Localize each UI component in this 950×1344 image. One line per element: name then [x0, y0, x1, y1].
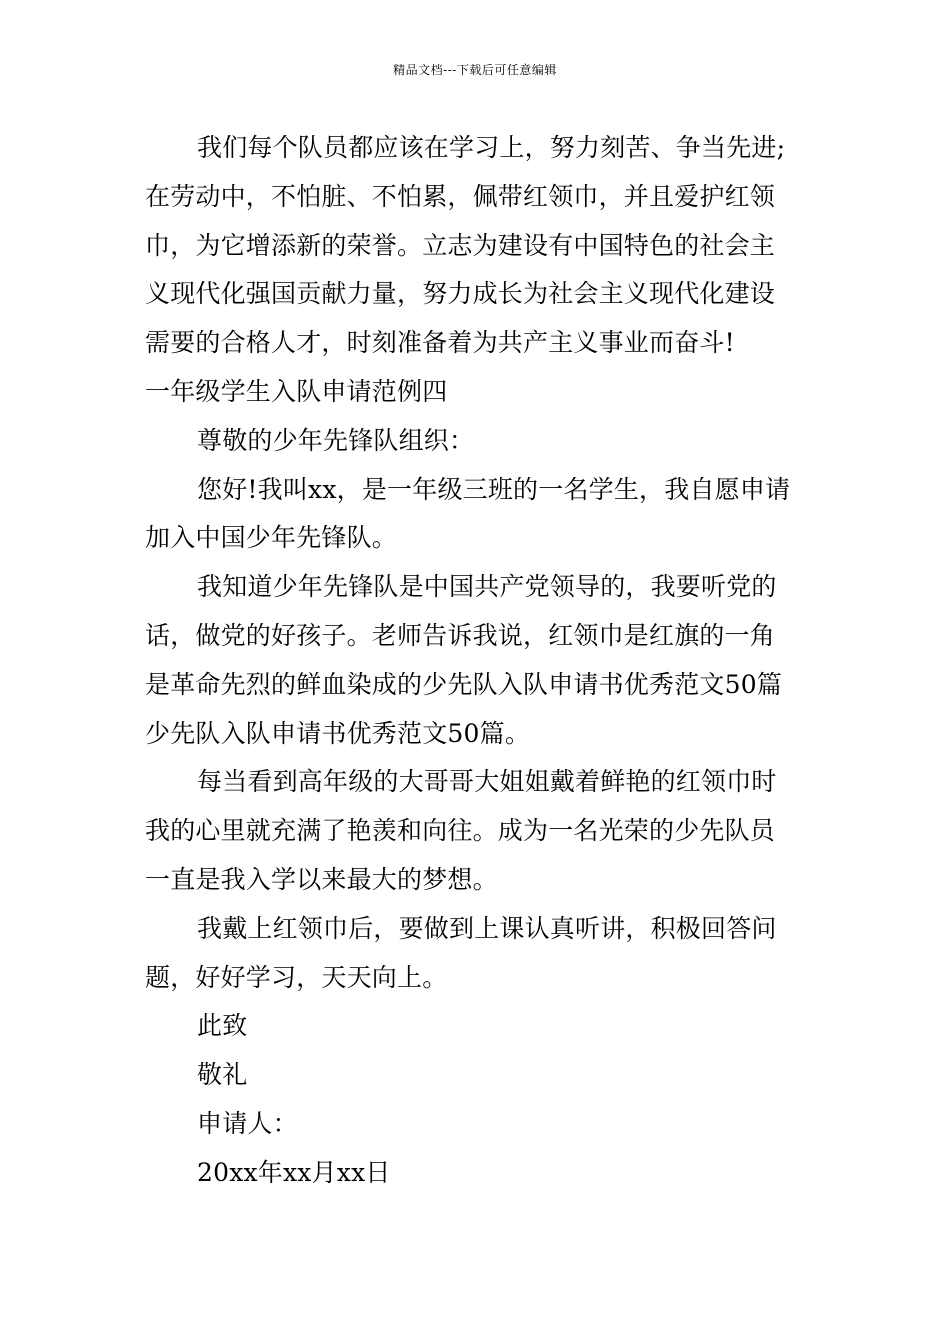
- body-line: 话，做党的好孩子。老师告诉我说，红领巾是红旗的一角: [145, 620, 776, 650]
- body-line: 义现代化强国贡献力量，努力成长为社会主义现代化建设: [145, 279, 776, 309]
- body-line: 是革命先烈的鲜血染成的少先队入队申请书优秀范文50篇: [145, 669, 783, 699]
- body-line: 巾，为它增添新的荣誉。立志为建设有中国特色的社会主: [145, 230, 776, 260]
- body-line: 在劳动中，不怕脏、不怕累，佩带红领巾，并且爱护红领: [145, 181, 776, 211]
- body-line: 加入中国少年先锋队。: [145, 523, 398, 553]
- body-line: 您好!我叫xx，是一年级三班的一名学生，我自愿申请: [197, 474, 791, 504]
- closing-salute: 敬礼: [197, 1060, 248, 1090]
- body-line: 我戴上红领巾后，要做到上课认真听讲，积极回答问: [197, 913, 777, 943]
- body-line: 一直是我入学以来最大的梦想。: [145, 864, 498, 894]
- section-title: 一年级学生入队申请范例四: [145, 376, 448, 406]
- page-header: 精品文档---下载后可任意编辑: [393, 63, 557, 77]
- body-line: 题，好好学习，天天向上。: [145, 962, 448, 992]
- body-line: 需要的合格人才，时刻准备着为共产主义事业而奋斗!: [145, 328, 735, 358]
- document-body: [145, 124, 807, 1198]
- body-line: 每当看到高年级的大哥哥大姐姐戴着鲜艳的红领巾时: [197, 767, 777, 797]
- date-line: 20xx年xx月xx日: [197, 1157, 391, 1187]
- applicant-line: 申请人：: [197, 1108, 298, 1138]
- closing-line: 此致: [197, 1011, 248, 1041]
- body-line: 少先队入队申请书优秀范文50篇。: [145, 718, 531, 748]
- body-line: 我知道少年先锋队是中国共产党领导的，我要听党的: [197, 572, 777, 602]
- body-line: 我们每个队员都应该在学习上，努力刻苦、争当先进;: [197, 133, 786, 162]
- body-line: 我的心里就充满了艳羡和向往。成为一名光荣的少先队员: [145, 816, 776, 846]
- salutation: 尊敬的少年先锋队组织：: [197, 425, 475, 455]
